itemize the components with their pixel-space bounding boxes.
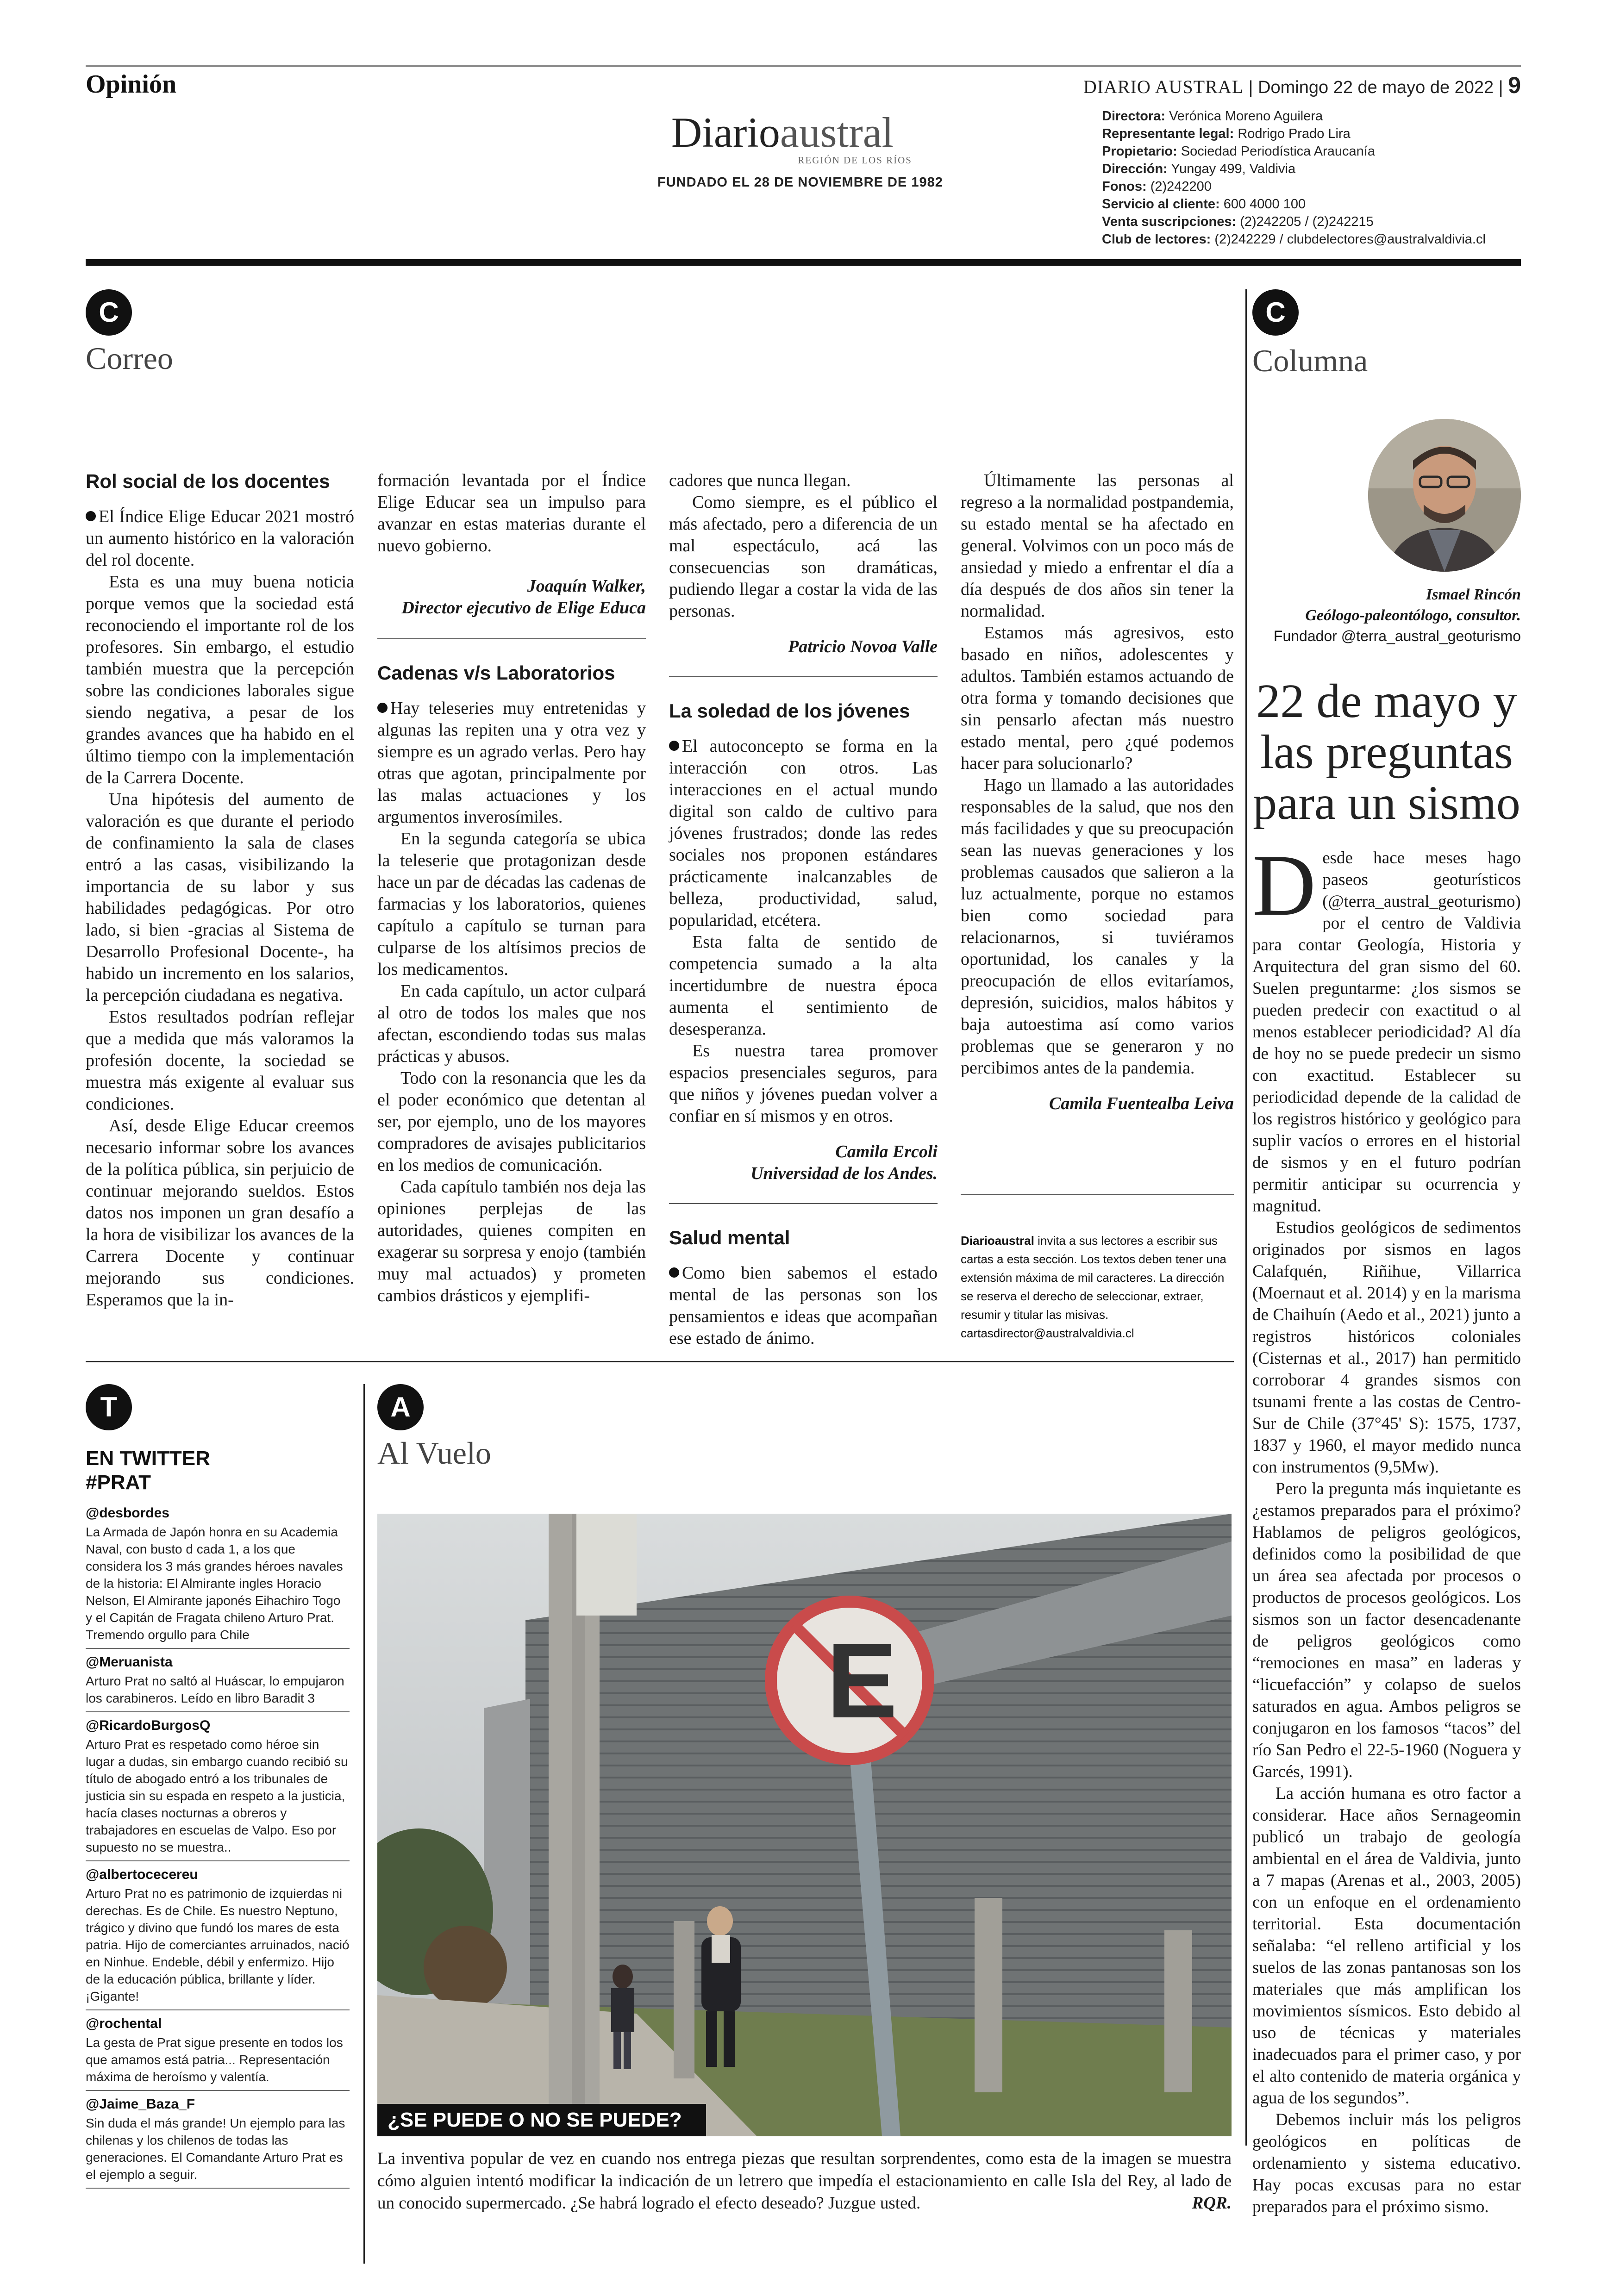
credit-row — [1102, 160, 1528, 178]
credit-row — [1102, 213, 1528, 231]
folio — [1083, 72, 1521, 99]
twitter-badge: T — [86, 1384, 132, 1430]
bullet-icon — [669, 1267, 679, 1278]
letter-text: El Índice Elige Educar 2021 mostró un aumento histórico en la valoración del rol docente. — [86, 507, 354, 570]
newspaper-logo — [644, 111, 921, 154]
column-paragraph: Estudios geológicos de sedimentos originados por sismos en lagos Calafquén, Riñihue, Villarrica (Moernaut et al. 2014) y en la marisma de Chaihuín (Aedo et al., 2021) junto a registros históricos coloniales (Cisternas et al., 2017) han permitido corroborar 4 grandes sismos con tsunami frente a las costas de Centro-Sur de Chile (37°45' S): 1575, 1737, 1837 y 1960, el mayor medido nunca con instrumentos (9,5Mw). — [1252, 1218, 1521, 1477]
letters-column-3 — [669, 470, 938, 1349]
section-divider — [86, 1361, 1234, 1362]
header-heavy-rule — [86, 259, 1521, 266]
letter-paragraph: Cada capítulo también nos deja las opiniones perplejas de las autoridades, quienes compiten en exagerar su sorpresa y enojo (también muy mal actuados) y prometen cambios drásticos y ejemplifi- — [377, 1177, 646, 1305]
tweet-handle[interactable]: @Jaime_Baza_F — [86, 2096, 195, 2112]
credit-row — [1102, 231, 1528, 248]
section-label: Opinión — [86, 70, 177, 99]
signature-name: Patricio Novoa Valle — [788, 637, 938, 656]
column-paragraph: Debemos incluir más los peligros geológicos en políticas de ordenamiento y sistema educativo. Hay pocas excusas para no estar preparados para el próximo sismo. — [1252, 2110, 1521, 2216]
twitter-hashtag: #PRAT — [86, 1471, 151, 1494]
letter-paragraph: Estamos más agresivos, esto basado en niños, adolescentes y adultos. También estamos actuando de otra forma y tomando decisiones que sin pensarlo afectan más nuestro estado mental, pero ¿qué podemos hacer para solucionarlo? — [961, 623, 1234, 773]
column-paragraph: Pero la pregunta más inquietante es ¿estamos preparados para el próximo? Hablamos de peligros geológicos, definidos como la posibilidad de que un área sea afectada por procesos o productos de procesos geológicos. Los sismos son un factor desencadenante de peligros geológicos como “remociones en masa” en laderas y “licuefacción” y colapso de suelos saturados en agua. Ambos peligros se conjugaron en los famosos “tacos” del río San Pedro el 22-5-1960 (Noguera y Garcés, 1991). — [1252, 1479, 1521, 1781]
credit-value: Sociedad Periodística Araucanía — [1181, 144, 1375, 159]
letter-paragraph: formación levantada por el Índice Elige Educar sea un impulso para avanzar en estas materias durante el nuevo gobierno. — [377, 471, 646, 555]
dropcap: D — [1252, 837, 1316, 934]
letter-paragraph: En cada capítulo, un actor culpará al otro de todos los males que nos afectan, escondiendo todas sus malas prácticas y abusos. — [377, 981, 646, 1066]
signature-name: Camila Ercoli — [835, 1142, 938, 1161]
credit-row — [1102, 143, 1528, 160]
letter-divider — [377, 638, 646, 639]
street-photo-illustration — [377, 1514, 1232, 2136]
letter-signature — [377, 575, 646, 619]
notice-email[interactable]: cartasdirector@australvaldivia.cl — [961, 1326, 1134, 1340]
bullet-icon — [377, 703, 388, 713]
credit-label: Propietario: — [1102, 144, 1177, 159]
credit-row — [1102, 195, 1528, 213]
letter-divider — [669, 676, 938, 677]
columna-title: Columna — [1252, 343, 1368, 378]
notice-brand: Diarioaustral — [961, 1234, 1034, 1248]
credit-label: Fonos: — [1102, 179, 1147, 194]
tweet-text: La gesta de Prat sigue presente en todos los que amamos está patria... Representación máxima de heroísmo y valentía. — [86, 2035, 343, 2084]
tweet-text: Arturo Prat no es patrimonio de izquierdas ni derechas. Es de Chile. Es nuestro Neptuno, trágico y divino que fundó los mares de esta patria. Hijo de comerciantes arruinados, nació en Ninhue. Endeble, débil y enfermizo. Hijo de la educación pública, brillante y líder. ¡Gigante! — [86, 1886, 350, 2003]
letter-paragraph — [669, 1262, 938, 1349]
twitter-heading-line: EN TWITTER — [86, 1447, 210, 1470]
credit-row — [1102, 125, 1528, 143]
credit-value: (2)242205 / (2)242215 — [1240, 214, 1374, 229]
columna-badge: C — [1252, 289, 1299, 336]
correo-title: Correo — [86, 341, 173, 376]
twitter-divider — [363, 1384, 365, 2264]
letter-heading: Salud mental — [669, 1227, 790, 1248]
signature-name: Camila Fuentealba Leiva — [1049, 1094, 1234, 1113]
letter-paragraph: Estos resultados podrían reflejar que a medida que más valoramos la profesión docente, la sociedad se muestra más exigente al evaluar sus condiciones. — [86, 1007, 354, 1114]
credit-value: Rodrigo Prado Lira — [1238, 126, 1351, 141]
folio-sep: | — [1248, 78, 1258, 97]
author-name: Ismael Rincón — [1426, 586, 1521, 603]
logo-main: Diario — [671, 109, 780, 156]
author-portrait — [1368, 419, 1521, 572]
correo-badge: C — [86, 289, 132, 336]
letters-column-4 — [961, 470, 1234, 1115]
tweet-handle[interactable]: @desbordes — [86, 1505, 169, 1521]
letter-heading: La soledad de los jóvenes — [669, 700, 910, 722]
author-role: Geólogo-paleontólogo, consultor. — [1305, 607, 1521, 624]
credit-label: Club de lectores: — [1102, 232, 1211, 247]
logo-accent: austral — [780, 109, 894, 156]
letter-signature — [669, 1141, 938, 1185]
letter-paragraph — [377, 698, 646, 828]
parking-sign-letter: E — [826, 1621, 898, 1740]
letter-paragraph — [86, 506, 354, 571]
credit-value: Yungay 499, Valdivia — [1171, 162, 1296, 176]
letter-paragraph: Una hipótesis del aumento de valoración es que durante el periodo de confinamiento la sala de clases entró a las casas, visibilizando la importancia de su labor y sus habilidades pedagógicas. Por otro lado, si bien -gracias al Sistema de Desarrollo Profesional Docente-, ha habido un incremento en los salarios, la percepción ciudadana es negativa. — [86, 790, 354, 1005]
tweet-handle[interactable]: @rochental — [86, 2016, 162, 2031]
letter-signature — [669, 636, 938, 658]
alvuelo-body: La inventiva popular de vez en cuando nos entrega piezas que resultan sorprendentes, como esta de la imagen se muestra cómo alguien intentó modificar la indicación de un letrero que impedía el estacionamiento en calle Isla del Rey, al lado de un conocido supermercado. ¿Se habrá logrado el efecto deseado? Juzgue usted. — [377, 2149, 1232, 2213]
letter-paragraph: Últimamente las personas al regreso a la normalidad postpandemia, su estado mental se ha afectado en general. Volvimos con un poco más de ansiedad y miedo a enfrentar el día a día después de dos años sin tener la normalidad. — [961, 471, 1234, 621]
author-block — [1252, 584, 1521, 647]
bullet-icon — [86, 511, 96, 521]
letter-paragraph: Todo con la resonancia que les da el poder económico que detentan al ser, por ejemplo, uno de los mayores compradores de avisajes publicitarios en los medios de comunicación. — [377, 1068, 646, 1175]
letter-divider — [669, 1203, 938, 1204]
tweet-text: La Armada de Japón honra en su Academia Naval, con busto d cada 1, a los que considera los 3 más grandes héroes navales de la historia: El Almirante ingles Horacio Nelson, El Almirante japonés Eihachiro Togo y el Capitán de Fragata chileno Arturo Prat. Tremendo orgullo para Chile — [86, 1525, 343, 1642]
letter-paragraph: Esta falta de sentido de competencia sumado a la alta incertidumbre de nuestra época aumenta el sentimiento de desesperanza. — [669, 932, 938, 1039]
credit-label: Directora: — [1102, 109, 1165, 124]
column-body — [1252, 837, 1521, 2218]
credit-row — [1102, 178, 1528, 195]
bullet-icon — [669, 741, 679, 751]
letter-paragraph: Así, desde Elige Educar creemos necesario informar sobre los avances de la política pública, sin perjuicio de continuar mejorando sueldos. Estos datos nos imponen un gran desafío a la hora de visibilizar los avances de la Carrera Docente y continuar mejorando sus condiciones. Esperamos que la in- — [86, 1116, 354, 1310]
signature-role: Universidad de los Andes. — [750, 1164, 938, 1183]
letters-column-2 — [377, 470, 646, 1307]
tweet-text: Arturo Prat no saltó al Huáscar, lo empujaron los carabineros. Leído en libro Baradit 3 — [86, 1674, 344, 1705]
tweet — [86, 1653, 350, 1712]
alvuelo-credit: RQR. — [1192, 2194, 1232, 2213]
column-headline: 22 de mayo y las preguntas para un sismo — [1253, 674, 1520, 830]
letter-paragraph: cadores que nunca llegan. — [669, 471, 851, 490]
founded-line: FUNDADO EL 28 DE NOVIEMBRE DE 1982 — [657, 175, 943, 190]
letters-column-1 — [86, 470, 354, 1311]
letter-paragraph: En la segunda categoría se ubica la teleserie que protagonizan desde hace un par de décadas las cadenas de farmacias y los laboratorios, quienes capítulo a capítulo se turnan para culparse de los altísimos precios de los medicamentos. — [377, 829, 646, 979]
tweet — [86, 1504, 350, 1649]
column-paragraph: La acción humana es otro factor a considerar. Hace años Sernageomin publicó un trabajo de geología ambiental en el área de Valdivia, junto a 7 mapas (Arenas et al., 2003, 2005) con un enfoque en el ordenamiento territorial. Esta documentación señalaba: “el relleno artificial y los suelos de las zonas pantanosas son los materiales que más amplifican los movimientos sísmicos. Esto debido al uso de técnicas y materiales inadecuados para el primer caso, y por el alto contenido de materia orgánica y agua de los segundos”. — [1252, 1784, 1521, 2108]
credit-value: 600 4000 100 — [1223, 197, 1306, 212]
letter-heading: Cadenas v/s Laboratorios — [377, 662, 615, 684]
author-handle: Fundador @terra_austral_geoturismo — [1273, 628, 1521, 644]
letter-signature — [961, 1093, 1234, 1115]
credit-value: Verónica Moreno Aguilera — [1169, 109, 1323, 124]
street-photo — [377, 1514, 1232, 2136]
letters-notice — [961, 1231, 1234, 1342]
alvuelo-title: Al Vuelo — [377, 1435, 491, 1471]
tweet-handle[interactable]: @RicardoBurgosQ — [86, 1718, 211, 1733]
alvuelo-text — [377, 2148, 1232, 2215]
credit-label: Representante legal: — [1102, 126, 1234, 141]
tweet-handle[interactable]: @albertocecereu — [86, 1867, 198, 1882]
tweet — [86, 2015, 350, 2091]
credit-value: (2)242200 — [1150, 179, 1212, 194]
credit-label: Dirección: — [1102, 162, 1168, 176]
letter-text: El autoconcepto se forma en la interacción con otros. Las interacciones en el actual mundo digital son caldo de cultivo para jóvenes frustrados; donde las redes sociales nos proponen estándares prácticamente inalcanzables de belleza, productividad, salud, popularidad, etcétera. — [669, 736, 938, 930]
tweet — [86, 1866, 350, 2010]
folio-paper-name: DIARIO AUSTRAL — [1083, 76, 1244, 97]
letter-text: Como bien sabemos el estado mental de las personas son los pensamientos e ideas que acompañan ese estado de ánimo. — [669, 1263, 938, 1348]
column-paragraph — [1252, 837, 1521, 1217]
photo-caption: ¿SE PUEDE O NO SE PUEDE? — [377, 2104, 706, 2136]
tweet-text: Arturo Prat es respetado como héroe sin lugar a dudas, sin embargo cuando recibió su título de abogado entró a los tribunales de justicia sin su espada en respeto a la justicia, hacía clases nocturnas a obreros y trabajadores en escuelas de Valpo. Eso por supuesto no se muestra.. — [86, 1737, 348, 1854]
credit-row — [1102, 107, 1528, 125]
letter-heading: Rol social de los docentes — [86, 470, 330, 492]
page-number: 9 — [1508, 72, 1521, 98]
credit-label: Venta suscripciones: — [1102, 214, 1237, 229]
letter-paragraph — [669, 736, 938, 931]
column-divider — [1245, 289, 1247, 2146]
credit-label: Servicio al cliente: — [1102, 197, 1220, 212]
tweet — [86, 2096, 350, 2189]
alvuelo-badge: A — [377, 1384, 424, 1430]
letter-paragraph: Hago un llamado a las autoridades responsables de la salud, que nos den más facilidades y que su preocupación sean las nuevas generaciones y los problemas causados que salieron a la luz actualmente, porque no estamos bien como sociedad para relacionarnos, si tuviéramos oportunidad, los canales y la preocupación de ellos evitaríamos, depresión, suicidios, malos hábitos y baja autoestima así como varios problemas que se generaron y no percibimos antes de la pandemia. — [961, 775, 1234, 1078]
letter-paragraph: Es nuestra tarea promover espacios presenciales seguros, para que niños y jóvenes puedan volver a confiar en sí mismos y en otros. — [669, 1041, 938, 1126]
tweet-text: Sin duda el más grande! Un ejemplo para las chilenas y los chilenos de todas las generaciones. El Comandante Arturo Prat es el ejemplo a seguir. — [86, 2116, 345, 2182]
masthead — [644, 111, 921, 166]
tweet-list — [86, 1504, 350, 2193]
logo-subtitle: REGIÓN DE LOS RÍOS — [798, 155, 912, 166]
twitter-heading — [86, 1447, 345, 1495]
notice-text: invita a sus lectores a escribir sus cartas a esta sección. Los textos deben tener una extensión máxima de mil caracteres. La dirección se reserva el derecho de seleccionar, extraer, resumir y titular las misivas. — [961, 1234, 1226, 1322]
folio-date: Domingo 22 de mayo de 2022 — [1258, 78, 1494, 97]
signature-name: Joaquín Walker, — [527, 576, 646, 596]
tweet — [86, 1717, 350, 1861]
folio-sep: | — [1498, 78, 1508, 97]
author-avatar — [1368, 419, 1521, 572]
signature-role: Director ejecutivo de Elige Educa — [401, 598, 646, 618]
top-rule — [86, 65, 1521, 67]
notice-divider — [961, 1194, 1234, 1195]
tweet-handle[interactable]: @Meruanista — [86, 1654, 173, 1670]
staff-credits — [1102, 107, 1528, 248]
letter-paragraph: Esta es una muy buena noticia porque vemos que la sociedad está reconociendo el importante rol de los profesores. Sin embargo, el estudio también muestra que la percepción sobre las condiciones laborales sigue siendo negativa, a pesar de los grandes avances que ha habido en el último tiempo con la implementación de la Carrera Docente. — [86, 572, 354, 787]
column-text: esde hace meses hago paseos geoturísticos (@terra_austral_geoturismo) por el centro de Valdivia para contar Geología, Historia y Arquitectura del gran sismo del 60. Suelen preguntarme: ¿los sismos se pueden predecir con exactitud o al menos establecer periodicidad? Al día de hoy no se puede predecir un sismo con exactitud. Establecer su periodicidad depende de la calidad de los registros histórico y geológico para suplir vacíos o errores en el historial de sismos y en el futuro podrían permitir anticipar su ocurrencia y magnitud. — [1252, 849, 1521, 1216]
letter-text: Hay teleseries muy entretenidas y algunas las repiten una y otra vez y siempre es un agrado verlas. Pero hay otras que agotan, principalmente por las malas actuaciones y los argumentos inverosímiles. — [377, 699, 646, 827]
credit-value: (2)242229 / clubdelectores@australvaldivia.cl — [1214, 232, 1486, 247]
letter-paragraph: Como siempre, es el público el más afectado, pero a diferencia de un mal espectáculo, acá las consecuencias son dramáticas, pudiendo llegar a costar la vida de las personas. — [669, 493, 938, 621]
